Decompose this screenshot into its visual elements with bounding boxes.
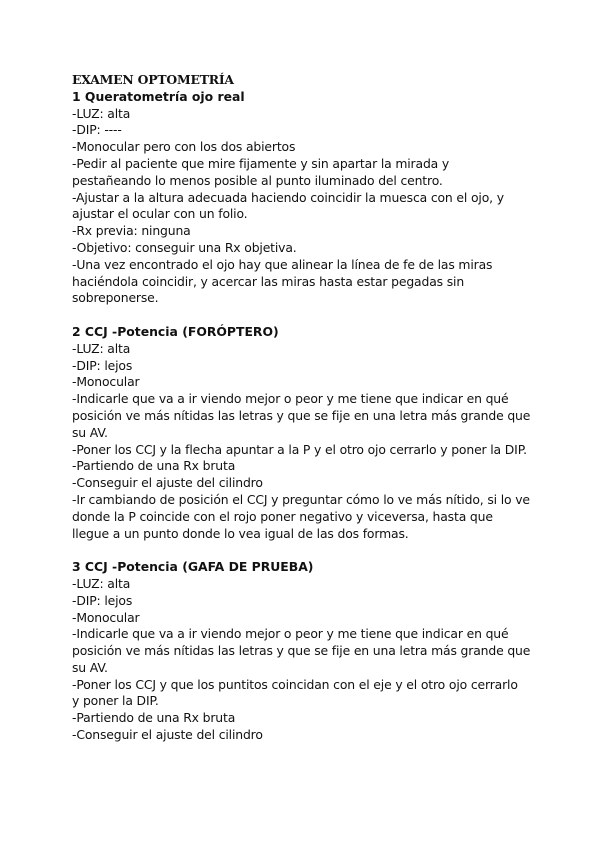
text-line: posición ve más nítidas las letras y que se fije en una letra más grande que (72, 643, 531, 659)
text-line: -LUZ: alta (72, 340, 131, 356)
section-heading: 2 CCJ -Potencia (FORÓPTERO) (72, 323, 279, 339)
text-line: -Conseguir el ajuste del cilindro (72, 727, 263, 743)
section-3 (72, 559, 542, 744)
text-line: -Objetivo: conseguir una Rx objetiva. (72, 239, 297, 255)
text-line: -DIP: ---- (72, 122, 122, 138)
text-line: -Indicarle que va a ir viendo mejor o peor y me tiene que indicar en qué (72, 391, 509, 407)
text-line: -Ajustar a la altura adecuada haciendo coincidir la muesca con el ojo, y (72, 189, 504, 205)
text-line: -Indicarle que va a ir viendo mejor o peor y me tiene que indicar en qué (72, 626, 509, 642)
section-heading: 1 Queratometría ojo real (72, 88, 245, 104)
text-line: haciéndola coincidir, y acercar las miras hasta estar pegadas sin (72, 273, 465, 289)
text-line: -Monocular (72, 374, 140, 390)
text-line: y poner la DIP. (72, 693, 159, 709)
text-line: -Poner los CCJ y la flecha apuntar a la P y el otro ojo cerrarlo y poner la DIP. (72, 441, 527, 457)
text-line: -DIP: lejos (72, 592, 133, 608)
section-spacer (72, 542, 542, 559)
text-line: su AV. (72, 424, 108, 440)
text-line: pestañeando lo menos posible al punto iluminado del centro. (72, 172, 443, 188)
text-line: donde la P coincide con el rojo poner negativo y viceversa, hasta que (72, 508, 493, 524)
text-line: -Conseguir el ajuste del cilindro (72, 475, 263, 491)
section-2 (72, 324, 542, 542)
text-line: sobreponerse. (72, 290, 159, 306)
section-heading: 3 CCJ -Potencia (GAFA DE PRUEBA) (72, 559, 314, 575)
text-line: su AV. (72, 659, 108, 675)
text-line: -Monocular (72, 609, 140, 625)
text-line: -LUZ: alta (72, 105, 131, 121)
text-line: -Poner los CCJ y que los puntitos coincidan con el eje y el otro ojo cerrarlo (72, 676, 518, 692)
text-line: -LUZ: alta (72, 575, 131, 591)
text-line: ajustar el ocular con un folio. (72, 206, 248, 222)
section-spacer (72, 307, 542, 324)
text-line: -Rx previa: ninguna (72, 223, 191, 239)
text-line: -Partiendo de una Rx bruta (72, 710, 236, 726)
text-line: posición ve más nítidas las letras y que se fije en una letra más grande que (72, 407, 531, 423)
document-page (72, 72, 542, 744)
text-line: -Una vez encontrado el ojo hay que alinear la línea de fe de las miras (72, 256, 493, 272)
text-line: -Pedir al paciente que mire fijamente y sin apartar la mirada y (72, 155, 450, 171)
document-title: EXAMEN OPTOMETRÍA (72, 72, 234, 87)
text-line: llegue a un punto donde lo vea igual de las dos formas. (72, 525, 409, 541)
text-line: -Ir cambiando de posición el CCJ y preguntar cómo lo ve más nítido, si lo ve (72, 491, 530, 507)
text-line: -Partiendo de una Rx bruta (72, 458, 236, 474)
text-line: -Monocular pero con los dos abiertos (72, 139, 296, 155)
section-1 (72, 89, 542, 307)
text-line: -DIP: lejos (72, 357, 133, 373)
